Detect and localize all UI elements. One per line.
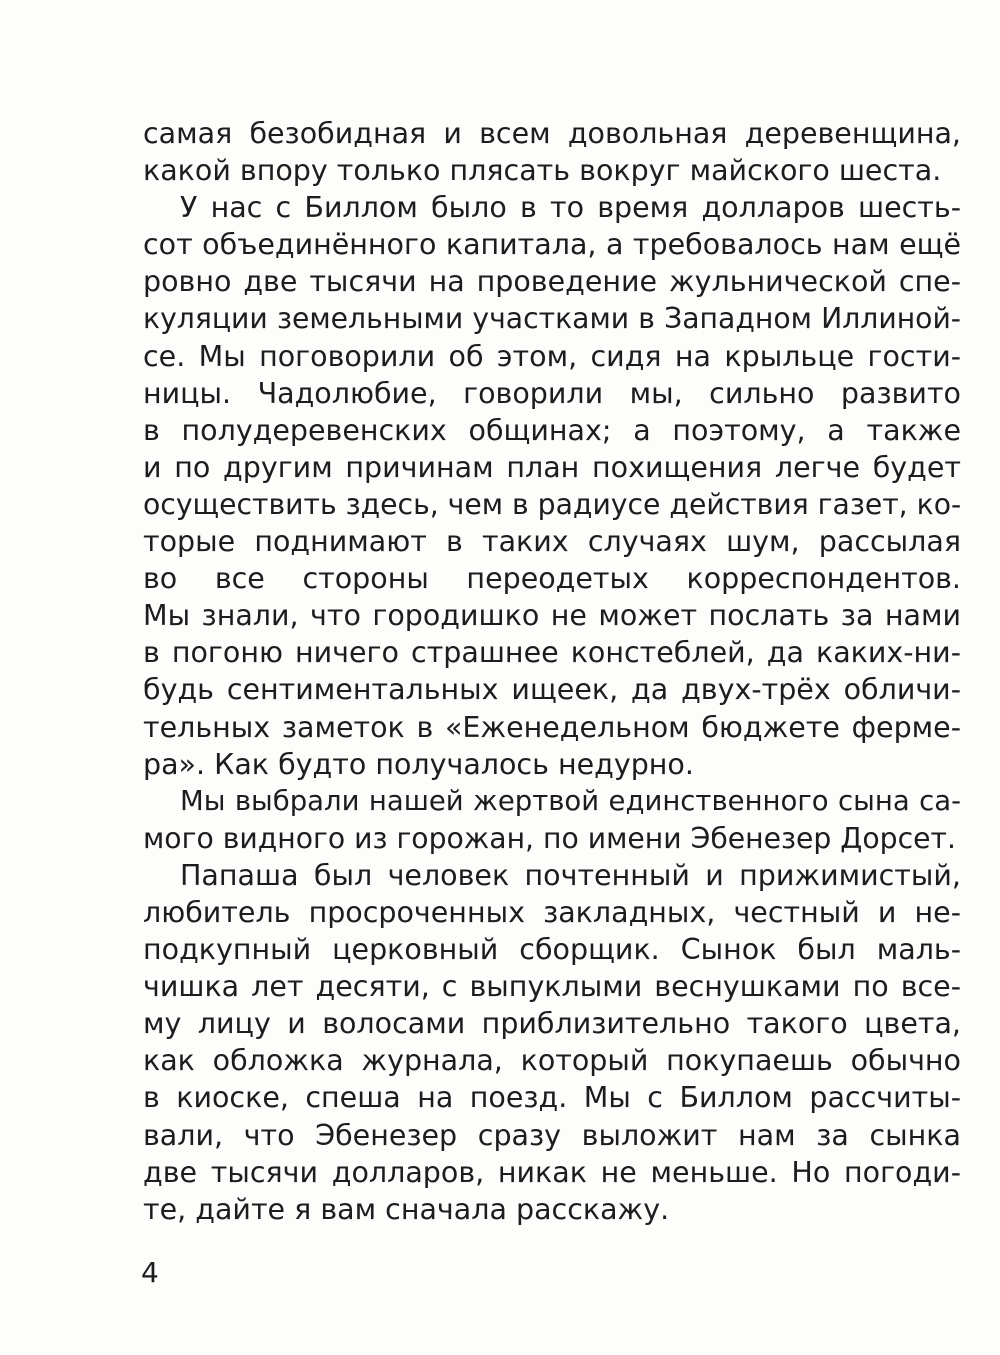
text-line: мого видного из горожан, по имени Эбенезер Дорсет. [143, 821, 956, 855]
text-line: ницы. Чадолюбие, говорили мы, сильно развито [143, 376, 961, 410]
text-line: самая безобидная и всем довольная деревенщина, [143, 117, 961, 150]
text-line: в погоню ничего страшнее констеблей, да каких-ни- [143, 636, 961, 670]
text-line: вали, что Эбенезер сразу выложит нам за сынка [143, 1118, 961, 1152]
text-line: Папаша был человек почтенный и прижимистый, [180, 858, 961, 892]
text-line: любитель просроченных закладных, честный и не- [143, 895, 961, 929]
text-line: как обложка журнала, который покупаешь обычно [143, 1044, 961, 1078]
text-line: чишка лет десяти, с выпуклыми веснушками по все- [143, 970, 961, 1004]
text-line: будь сентиментальных ищеек, да двух-трёх обличи- [143, 673, 961, 707]
text-line: Мы выбрали нашей жертвой единственного сына са- [180, 784, 961, 817]
text-line: се. Мы поговорили об этом, сидя на крыльце гости- [143, 339, 961, 373]
text-block [143, 115, 961, 1228]
text-line: какой впору только плясать вокруг майского шеста. [143, 154, 942, 188]
text-line: и по другим причинам план похищения легче будет [143, 450, 961, 484]
text-line: в киоске, спеша на поезд. Мы с Биллом рассчиты- [143, 1081, 961, 1115]
text-line: подкупный церковный сборщик. Сынок был маль- [143, 933, 961, 967]
text-line: куляции земельными участками в Западном Иллиной- [143, 302, 961, 336]
text-line: Мы знали, что городишко не может послать за нами [143, 599, 961, 633]
text-line: те, дайте я вам сначала расскажу. [143, 1192, 670, 1226]
paragraph [143, 783, 961, 857]
text-line: тельных заметок в «Еженедельном бюджете ферме- [143, 710, 961, 744]
text-line: сот объединённого капитала, а требовалось нам ещё [143, 228, 961, 262]
text-line: ровно две тысячи на проведение жульнической спе- [143, 265, 961, 299]
paragraph [143, 857, 961, 1228]
text-line: му лицу и волосами приблизительно такого цвета, [143, 1007, 961, 1041]
text-line: торые поднимают в таких случаях шум, рассылая [143, 525, 961, 559]
text-line: осуществить здесь, чем в радиусе действия газет, ко- [143, 487, 962, 521]
text-line: У нас с Биллом было в то время долларов шесть- [180, 191, 961, 225]
paragraph [143, 115, 961, 189]
text-line: две тысячи долларов, никак не меньше. Но погоди- [143, 1155, 961, 1189]
text-line: в полудеревенских общинах; а поэтому, а также [143, 413, 961, 447]
text-line: ра». Как будто получалось недурно. [143, 747, 694, 781]
page-text [143, 115, 961, 1228]
paragraph [143, 189, 961, 783]
text-line: во все стороны переодетых корреспондентов. [143, 562, 961, 596]
page-number: 4 [141, 1256, 159, 1289]
